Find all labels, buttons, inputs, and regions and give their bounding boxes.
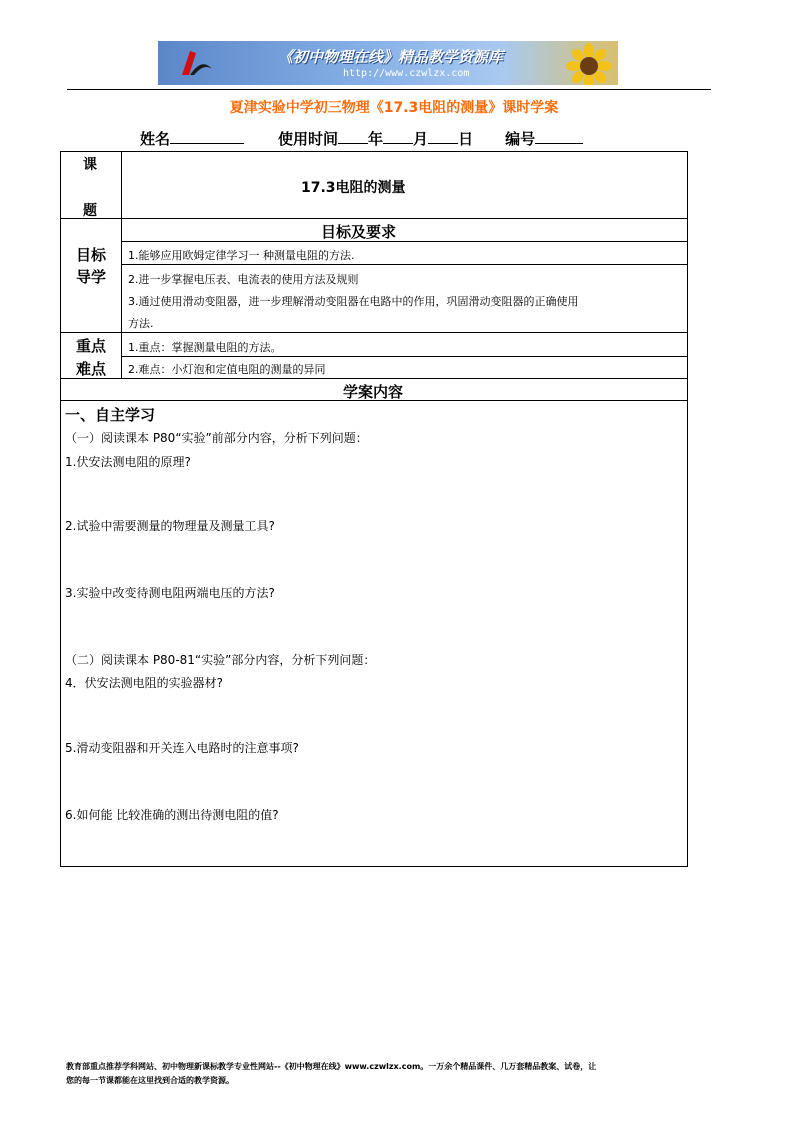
page-footer	[66, 1060, 716, 1088]
time-blank	[338, 128, 368, 144]
header-banner	[158, 41, 618, 85]
topic-label-1: 课	[83, 157, 97, 173]
section-title: 一、自主学习	[65, 406, 156, 424]
year-blank	[383, 128, 413, 144]
question-3: 3.实验中改变待测电阻两端电压的方法?	[65, 586, 275, 600]
key-label-2: 难点	[76, 360, 107, 378]
banner-url: http://www.czwlzx.com	[343, 68, 470, 79]
question-2: 2.试验中需要测量的物理量及测量工具?	[65, 519, 275, 533]
logo-icon	[176, 47, 216, 79]
question-6: 6.如何能 比较准确的测出待测电阻的值?	[65, 808, 279, 822]
footer-line-1: 教育部重点推荐学科网站、初中物理新课标教学专业性网站--《初中物理在线》www.czwlzx.com。一万余个精品课件、几万套精品教案、试卷，让	[66, 1062, 597, 1071]
goal-item: 1.能够应用欧姆定律学习一 种测量电阻的方法.	[128, 249, 355, 262]
goals-label-2: 导学	[76, 268, 107, 286]
time-label: 使用时间	[278, 130, 339, 148]
question-4: 4．伏安法测电阻的实验器材?	[65, 676, 224, 690]
month-blank	[428, 128, 458, 144]
number-label: 编号	[505, 130, 536, 148]
part2-intro: （二）阅读课本 P80-81“实验”部分内容，分析下列问题：	[65, 653, 376, 667]
key-point-item: 2.难点：小灯泡和定值电阻的测量的异同	[128, 363, 326, 376]
document-title: 夏津实验中学初三物理《17.3电阻的测量》课时学案	[229, 100, 559, 116]
goal-item: 3.通过使用滑动变阻器，进一步理解滑动变阻器在电路中的作用，巩固滑动变阻器的正确使用	[128, 295, 579, 308]
header-rule	[67, 89, 711, 90]
key-label-1: 重点	[76, 337, 107, 355]
goals-header: 目标及要求	[321, 223, 397, 241]
name-blank	[170, 128, 244, 144]
banner-title: 《初中物理在线》精品教学资源库	[278, 48, 504, 66]
question-1: 1.伏安法测电阻的原理?	[65, 455, 191, 469]
goal-item: 2.进一步掌握电压表、电流表的使用方法及规则	[128, 273, 359, 286]
goals-label-1: 目标	[76, 246, 107, 264]
name-label: 姓名	[140, 130, 171, 148]
topic-label-2: 题	[83, 203, 97, 219]
key-point-item: 1.重点：掌握测量电阻的方法。	[128, 341, 282, 354]
question-5: 5.滑动变阻器和开关连入电路时的注意事项?	[65, 741, 299, 755]
number-blank	[535, 128, 583, 144]
sunflower-icon	[566, 43, 612, 85]
day-label: 日	[458, 130, 474, 148]
worksheet-table	[60, 151, 688, 867]
goal-item: 方法.	[128, 317, 154, 330]
year-label: 年	[368, 130, 384, 148]
month-label: 月	[413, 130, 429, 148]
topic-title: 17.3电阻的测量	[301, 180, 406, 196]
student-info-line	[140, 128, 583, 149]
part1-intro: （一）阅读课本 P80“实验”前部分内容，分析下列问题：	[65, 431, 368, 445]
footer-line-2: 您的每一节课都能在这里找到合适的教学资源。	[66, 1076, 234, 1085]
content-header: 学案内容	[343, 383, 404, 401]
